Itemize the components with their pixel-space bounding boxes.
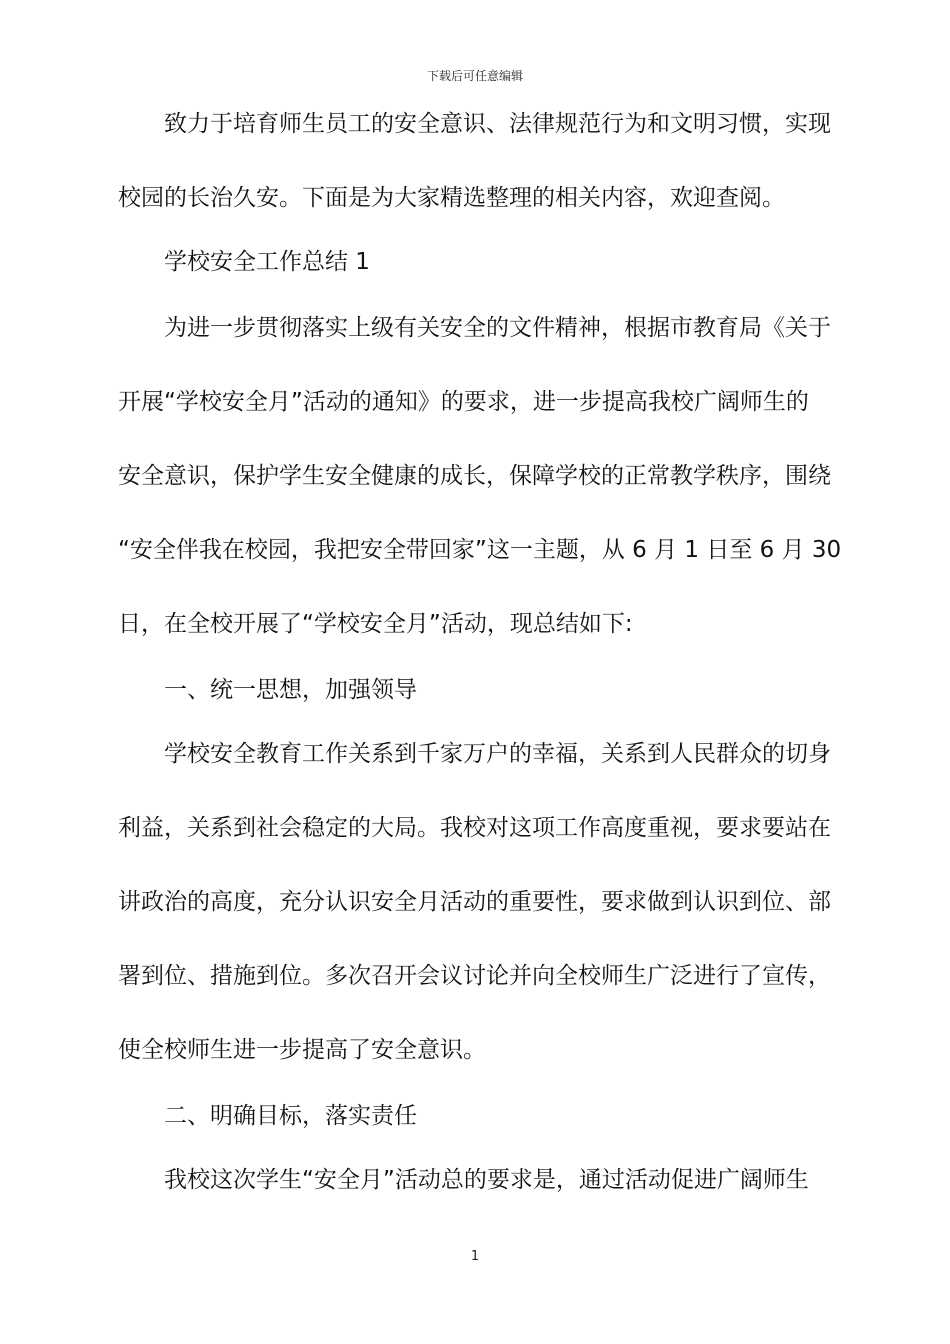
body-line: 讲政治的高度，充分认识安全月活动的重要性，要求做到认识到位、部	[118, 889, 831, 915]
body-line: 学校安全教育工作关系到千家万户的幸福，关系到人民群众的切身	[164, 741, 831, 767]
page-header: 下载后可任意编辑	[426, 69, 523, 83]
body-line: 日，在全校开展了“学校安全月”活动，现总结如下:	[118, 611, 633, 637]
body-line: 使全校师生进一步提高了安全意识。	[118, 1037, 486, 1063]
body-line: 开展“学校安全月”活动的通知》的要求，进一步提高我校广阔师生的	[118, 389, 809, 415]
body-line: 校园的长治久安。下面是为大家精选整理的相关内容，欢迎查阅。	[118, 185, 785, 211]
body-line: 安全意识，保护学生安全健康的成长，保障学校的正常教学秩序，围绕	[118, 463, 831, 489]
section-heading: 二、明确目标，落实责任	[164, 1103, 417, 1129]
section-heading: 一、统一思想，加强领导	[164, 677, 417, 703]
body-line: 利益，关系到社会稳定的大局。我校对这项工作高度重视，要求要站在	[118, 815, 831, 841]
body-line: 为进一步贯彻落实上级有关安全的文件精神，根据市教育局《关于	[164, 315, 831, 341]
body-line: 我校这次学生“安全月”活动总的要求是，通过活动促进广阔师生	[164, 1167, 809, 1193]
section-title: 学校安全工作总结 1	[164, 249, 370, 275]
body-line: “安全伴我在校园，我把安全带回家”这一主题，从 6 月 1 日至 6 月 30	[118, 537, 842, 563]
body-line: 署到位、措施到位。多次召开会议讨论并向全校师生广泛进行了宣传，	[118, 963, 831, 989]
page-number: 1	[470, 1249, 480, 1264]
body-line: 致力于培育师生员工的安全意识、法律规范行为和文明习惯，实现	[164, 111, 831, 137]
